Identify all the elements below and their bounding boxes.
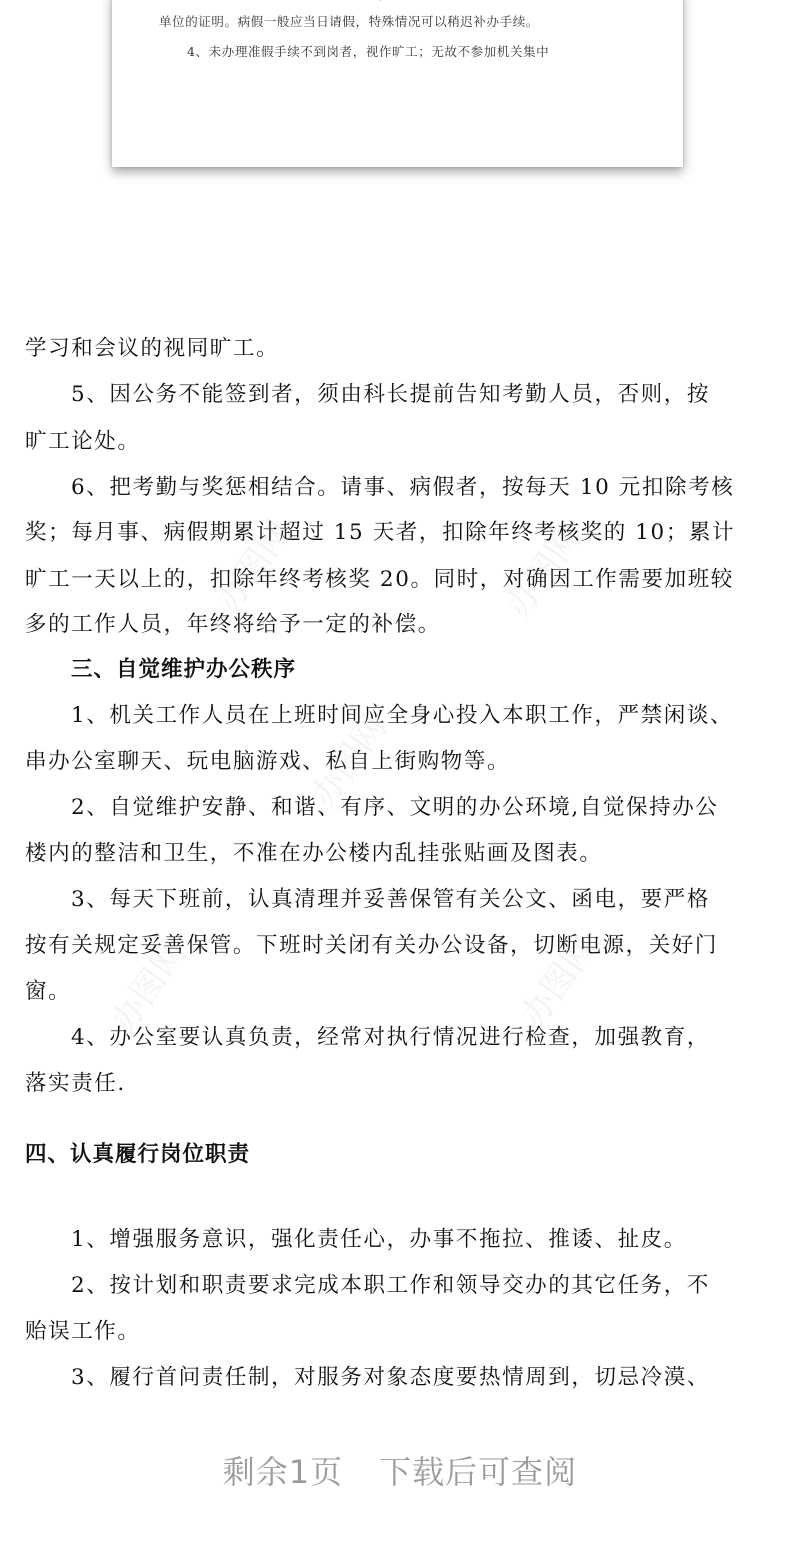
- text-line: 旷工论处。: [25, 429, 141, 454]
- text-line: 学习和会议的视同旷工。: [25, 336, 280, 361]
- thumbnail-line: 4、未办理准假手续不到岗者，视作旷工；无故不参加机关集中: [187, 44, 550, 59]
- text-line: 2、按计划和职责要求完成本职工作和领导交办的其它任务，不: [71, 1273, 710, 1298]
- watermark: 办图网: [208, 513, 300, 620]
- text-line: 贻误工作。: [25, 1319, 141, 1344]
- text-line: 落实责任.: [25, 1071, 126, 1096]
- text-line: 奖；每月事、病假期累计超过 15 天者，扣除年终考核奖的 10；累计: [25, 520, 736, 545]
- text-line: 3、每天下班前，认真清理并妥善保管有关公文、函电，要严格: [71, 887, 710, 912]
- text-line: 1、增强服务意识，强化责任心，办事不拖拉、推诿、扯皮。: [71, 1227, 687, 1252]
- thumbnail-line: [187, 0, 549, 2]
- text-line: 1、机关工作人员在上班时间应全身心投入本职工作，严禁闲谈、: [71, 703, 734, 728]
- text-line: 4、办公室要认真负责，经常对执行情况进行检查，加强教育，: [71, 1025, 710, 1050]
- section-heading: 三、自觉维护办公秩序: [71, 657, 297, 682]
- watermark: 办图网: [303, 708, 395, 815]
- section-heading: 四、认真履行岗位职责: [25, 1142, 251, 1167]
- document-preview-thumbnail: [112, 0, 683, 167]
- text-line: 3、履行首问责任制，对服务对象态度要热情周到，切忌冷漠、: [71, 1365, 710, 1390]
- download-prompt[interactable]: [0, 1447, 800, 1493]
- text-line: 5、因公务不能签到者，须由科长提前告知考勤人员，否则，按: [71, 382, 710, 407]
- text-line: 楼内的整洁和卫生，不准在办公楼内乱挂张贴画及图表。: [25, 841, 603, 866]
- watermark: 办图网: [498, 518, 590, 625]
- watermark: 办图网: [513, 928, 605, 1035]
- text-line: 6、把考勤与奖惩相结合。请事、病假者，按每天 10 元扣除考核: [71, 475, 735, 500]
- text-line: 窗。: [25, 979, 72, 1004]
- watermark: 办图网: [103, 933, 195, 1040]
- remaining-pages-text: 剩余1页: [222, 1453, 344, 1491]
- download-to-read-text[interactable]: 下载后可查阅: [379, 1453, 578, 1491]
- text-line: 按有关规定妥善保管。下班时关闭有关办公设备，切断电源，关好门: [25, 933, 719, 958]
- thumbnail-line: 单位的证明。病假一般应当日请假，特殊情况可以稍迟补办手续。: [159, 14, 539, 29]
- text-line: 多的工作人员，年终将给予一定的补偿。: [25, 612, 441, 637]
- text-line: 串办公室聊天、玩电脑游戏、私自上街购物等。: [25, 749, 511, 774]
- text-line: 2、自觉维护安静、和谐、有序、文明的办公环境,自觉保持办公: [71, 795, 719, 820]
- text-line: 旷工一天以上的，扣除年终考核奖 20。同时，对确因工作需要加班较: [25, 567, 734, 592]
